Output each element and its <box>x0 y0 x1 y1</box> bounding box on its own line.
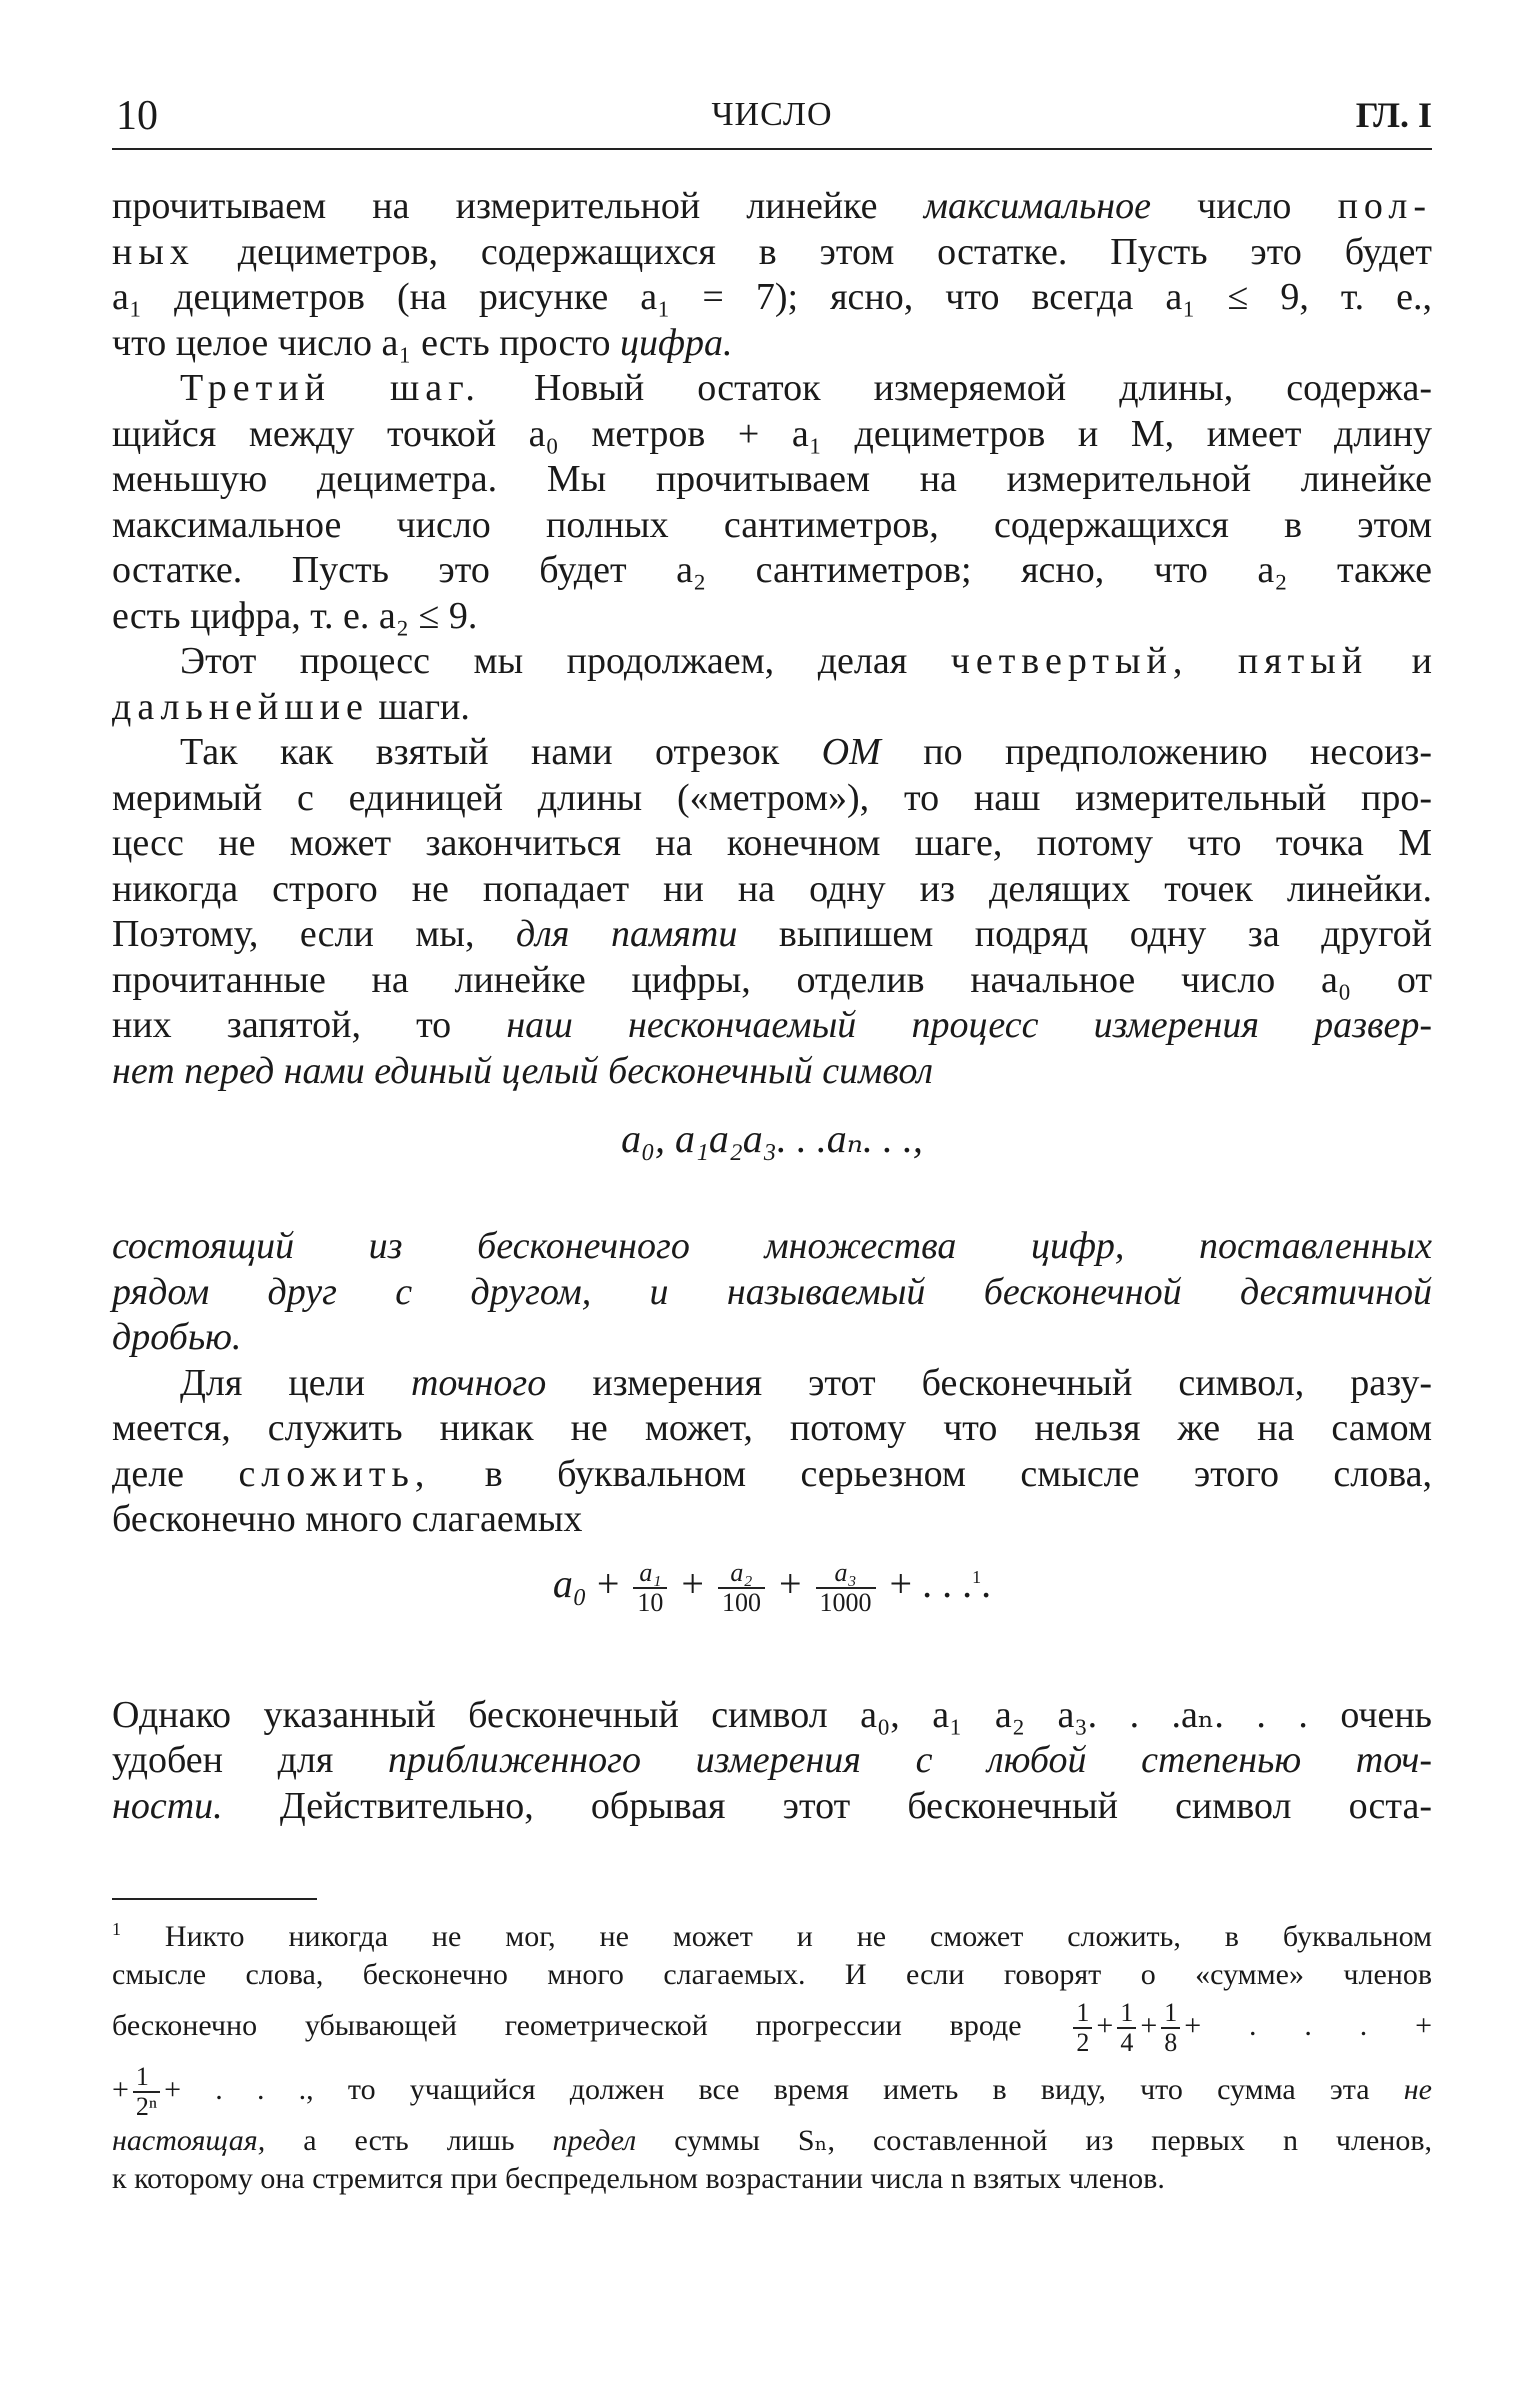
text-line: бесконечно много слагаемых <box>112 1498 583 1540</box>
text-line: дальнейшие шаги. <box>112 685 470 728</box>
text-line: цесс не может закончиться на конечном шаге, потому что точка M <box>112 822 1432 864</box>
footnote-line: настоящая, а есть лишь предел суммы Sₙ, составленной из первых n членов, <box>112 2124 1433 2157</box>
fraction: $\frac{\text{a₃}}{1000}$ <box>816 1559 876 1617</box>
chapter-label: ГЛ. I <box>1355 95 1432 135</box>
footnote-line: $^1$ Никто никогда не мог, не может и не сможет сложить, в буквальном <box>112 1919 1433 1953</box>
footnote-rule <box>112 1898 317 1900</box>
page-number: 10 <box>116 93 158 139</box>
formula-series-sum: a₀ + $\frac{\text{a₁}}{10}$ + $\frac{\text{a₂}}{100}$ + $\frac{\text{a₃}}{1000}$ + . . .$^1$. <box>552 1557 992 1617</box>
formula-infinite-symbol: a₀, a₁a₂a₃. . .aₙ. . ., <box>621 1116 923 1161</box>
text-line: состоящий из бесконечного множества цифр, поставленных <box>112 1225 1432 1267</box>
text-line: ных дециметров, содержащихся в этом остатке. Пусть это будет <box>112 230 1432 273</box>
body-text <box>112 184 1432 1829</box>
text-line: Поэтому, если мы, для памяти выпишем подряд одну за другой <box>112 913 1433 955</box>
footnote <box>112 1910 1432 2198</box>
text-line: a₁ дециметров (на рисунке a₁ = 7); ясно, что всегда a₁ ≤ 9, т. е., <box>112 276 1432 318</box>
page-header <box>112 92 1432 148</box>
text-line: максимальное число полных сантиметров, содержащихся в этом <box>112 503 1432 546</box>
fraction: $\frac{1}{4}$ <box>1117 1999 1136 2057</box>
text-line: ности. Действительно, обрывая этот бесконечный символ оста- <box>112 1784 1432 1827</box>
text-line: меримый с единицей длины («метром»), то наш измерительный про- <box>112 776 1432 819</box>
text-line: рядом друг с другом, и называемый бесконечной десятичной <box>112 1270 1432 1313</box>
text-line: нет перед нами единый целый бесконечный символ <box>112 1049 934 1092</box>
text-line: остатке. Пусть это будет a₂ сантиметров; ясно, что a₂ также <box>112 549 1432 591</box>
fraction: $\frac{1}{\text{2ⁿ}}$ <box>133 2063 160 2121</box>
fraction: $\frac{\text{a₂}}{100}$ <box>718 1559 765 1617</box>
text-line: них запятой, то наш нескончаемый процесс измерения развер- <box>112 1004 1432 1046</box>
footnote-line: смысле слова, бесконечно много слагаемых. И если говорят о «сумме» членов <box>112 1958 1432 1991</box>
text-line: удобен для приближенного измерения с любой степенью точ- <box>112 1739 1432 1781</box>
fraction: $\frac{1}{2}$ <box>1073 1999 1092 2057</box>
fraction: $\frac{\text{a₁}}{10}$ <box>633 1559 667 1617</box>
text-line: дробью. <box>112 1316 242 1358</box>
text-line: деле сложить, в буквальном серьезном смысле этого слова, <box>112 1452 1433 1495</box>
footnote-line: к которому она стремится при беспредельном возрастании числа n взятых членов. <box>112 2162 1165 2195</box>
header-rule <box>112 148 1432 150</box>
footnote-line: + $\frac{1}{\text{2ⁿ}}$ + . . ., то учащийся должен все время иметь в виду, что сумма эта не <box>112 2062 1432 2122</box>
text-line: Этот процесс мы продолжаем, делая четвертый, пятый и <box>180 640 1433 682</box>
text-line: Третий шаг. Новый остаток измеряемой длины, содержа- <box>180 367 1432 409</box>
running-title: ЧИСЛО <box>711 96 833 133</box>
footnote-mark: 1 <box>972 1566 982 1587</box>
text-line: прочитываем на измерительной линейке максимальное число пол- <box>112 185 1433 227</box>
text-line: что целое число a₁ есть просто цифра. <box>112 321 733 364</box>
text-line: Однако указанный бесконечный символ a₀, a₁ a₂ a₃. . .aₙ. . . очень <box>112 1693 1432 1736</box>
text-line: есть цифра, т. е. a₂ ≤ 9. <box>112 594 478 637</box>
text-line: Для цели точного измерения этот бесконечный символ, разу- <box>180 1361 1433 1404</box>
formula-a0: a₀ <box>552 1560 587 1606</box>
footnote-line: бесконечно убывающей геометрической прогрессии вроде $\frac{1}{2}$ + $\frac{1}{4}$ + $\frac{1}{8}$ + . . . + <box>112 1998 1433 2058</box>
text-line: никогда строго не попадает ни на одну из делящих точек линейки. <box>112 867 1432 910</box>
fraction: $\frac{1}{8}$ <box>1161 1999 1180 2057</box>
text-line: щийся между точкой a₀ метров + a₁ дециметров и M, имеет длину <box>112 412 1432 455</box>
text-line: меется, служить никак не может, потому что нельзя же на самом <box>112 1407 1432 1449</box>
text-line: меньшую дециметра. Мы прочитываем на измерительной линейке <box>112 458 1432 500</box>
text-line: Так как взятый нами отрезок OM по предположению несоиз- <box>180 731 1433 773</box>
text-line: прочитанные на линейке цифры, отделив начальное число a₀ от <box>112 958 1432 1001</box>
